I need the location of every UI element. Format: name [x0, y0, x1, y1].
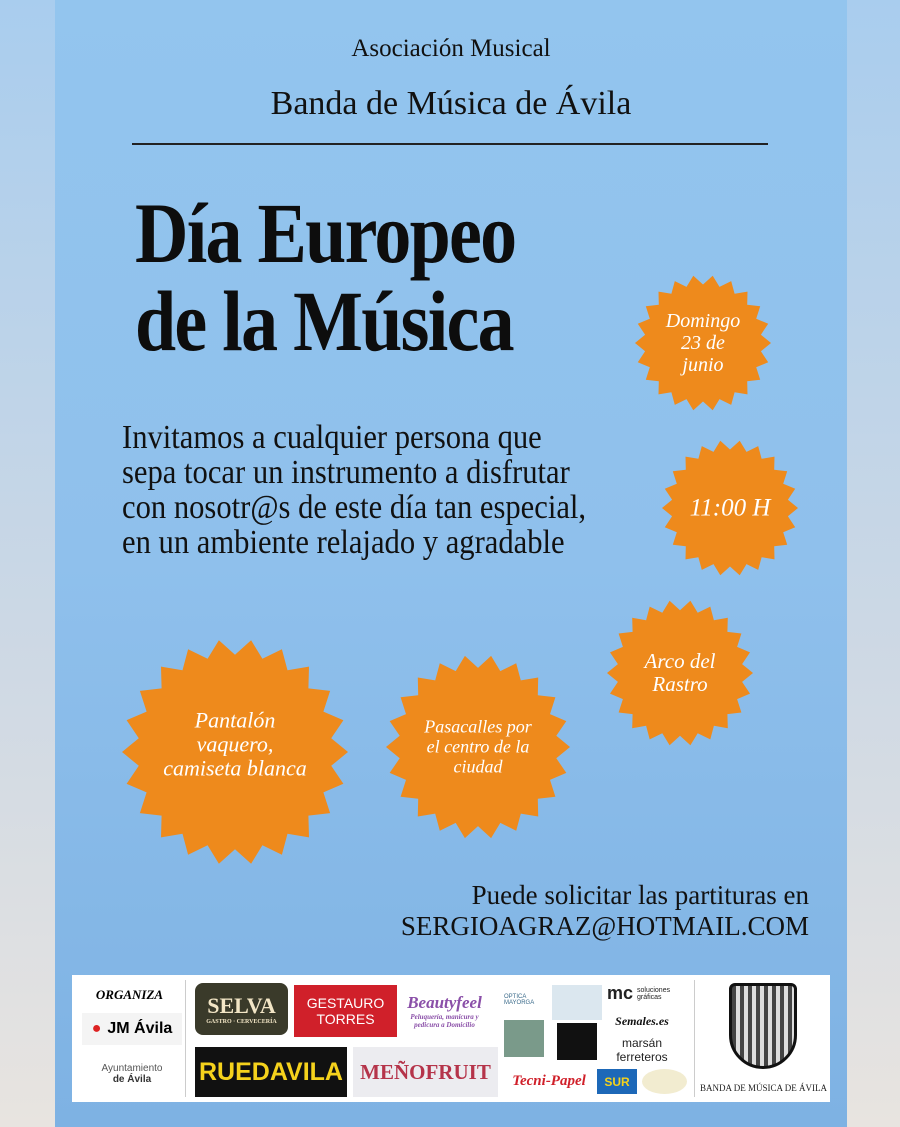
tecnipapel-logo: Tecni-Papel [512, 1073, 586, 1089]
route-badge [424, 717, 532, 776]
mc-logo [607, 981, 687, 1006]
body-line: con nosotr@s de este día tan especial, [122, 489, 587, 526]
ignacio-logo [557, 1023, 597, 1060]
jm-text: JM Ávila [107, 1020, 173, 1037]
ayto-text: Ayuntamiento [101, 1063, 163, 1074]
title-line-2: de la Música [135, 273, 513, 369]
ruedavila-logo: RUEDAVILA [195, 1047, 347, 1097]
dress-text: Pantalón [194, 707, 276, 733]
beauty-text: Beautyfeel [407, 992, 482, 1012]
blur-right [840, 0, 900, 1127]
place-badge [645, 650, 716, 696]
ayto-text: de Ávila [112, 1074, 152, 1085]
place-text: Rastro [652, 672, 708, 696]
contact-email[interactable]: SERGIOAGRAZ@HOTMAIL.COM [400, 911, 809, 941]
sur-logo: SUR [597, 1069, 637, 1094]
blur-left [0, 0, 60, 1127]
band-crest-icon [729, 983, 797, 1069]
beauty-sub: Peluquería, manicura y pedicura a Domicilio [410, 1012, 479, 1029]
route-text: ciudad [453, 755, 503, 776]
route-text: Pasacalles por [424, 716, 532, 737]
jm-icon: ● [91, 1020, 102, 1037]
title-line-1: Día Europeo [135, 185, 516, 281]
gestauro-text: TORRES [316, 1011, 375, 1027]
sponsor-strip [72, 975, 830, 1102]
date-text: 23 de [681, 332, 725, 354]
body-line: Invitamos a cualquier persona que [122, 419, 542, 456]
gestauro-text: GESTAURO [306, 995, 385, 1011]
selva-text: SELVA [207, 993, 276, 1018]
date-text: junio [682, 354, 724, 376]
contact-info [401, 880, 809, 942]
ayuntamiento-logo [82, 1055, 182, 1093]
gestauro-logo [294, 985, 397, 1037]
selva-logo [195, 983, 288, 1035]
place-text: Arco del [644, 648, 716, 673]
selva-sub: GASTRO · CERVECERÍA [206, 1019, 277, 1025]
divider [185, 980, 186, 1097]
oval-logo [642, 1069, 687, 1094]
body-line: sepa tocar un instrumento a disfrutar [122, 454, 570, 491]
route-text: el centro de la [426, 736, 530, 757]
semales-logo: Semales.es [615, 1013, 669, 1028]
band-name: Banda de Música de Ávila [270, 85, 632, 122]
beautyfeel-logo [402, 983, 487, 1038]
organiza-label: ORGANIZA [95, 987, 164, 1002]
marsan-logo: marsán ferreteros [616, 1036, 668, 1064]
date-badge [666, 310, 740, 376]
dress-text: camiseta blanca [163, 756, 307, 782]
poster [55, 0, 847, 1127]
body-line: en un ambiente relajado y agradable [122, 524, 565, 561]
date-text: Domingo [665, 310, 741, 332]
contact-line: Puede solicitar las partituras en [471, 880, 809, 910]
mc-text: mc [607, 983, 634, 1003]
mc-sub: soluciones gráficas [637, 986, 671, 1001]
app-logo [504, 1020, 544, 1057]
jm-avila-logo [82, 1013, 182, 1045]
dress-badge [163, 709, 307, 782]
band-crest-caption: BANDA DE MÚSICA DE ÁVILA [699, 1083, 827, 1093]
time-badge: 11:00 H [689, 494, 771, 522]
association-label: Asociación Musical [351, 35, 551, 62]
menofruit-logo: MEÑOFRUIT [353, 1047, 498, 1097]
badge-bursts [55, 0, 847, 1127]
hotel-logo [552, 985, 602, 1020]
divider [694, 980, 695, 1097]
dress-text: vaquero, [196, 731, 274, 757]
optica-logo: OPTICA MAYORGA [504, 994, 535, 1006]
